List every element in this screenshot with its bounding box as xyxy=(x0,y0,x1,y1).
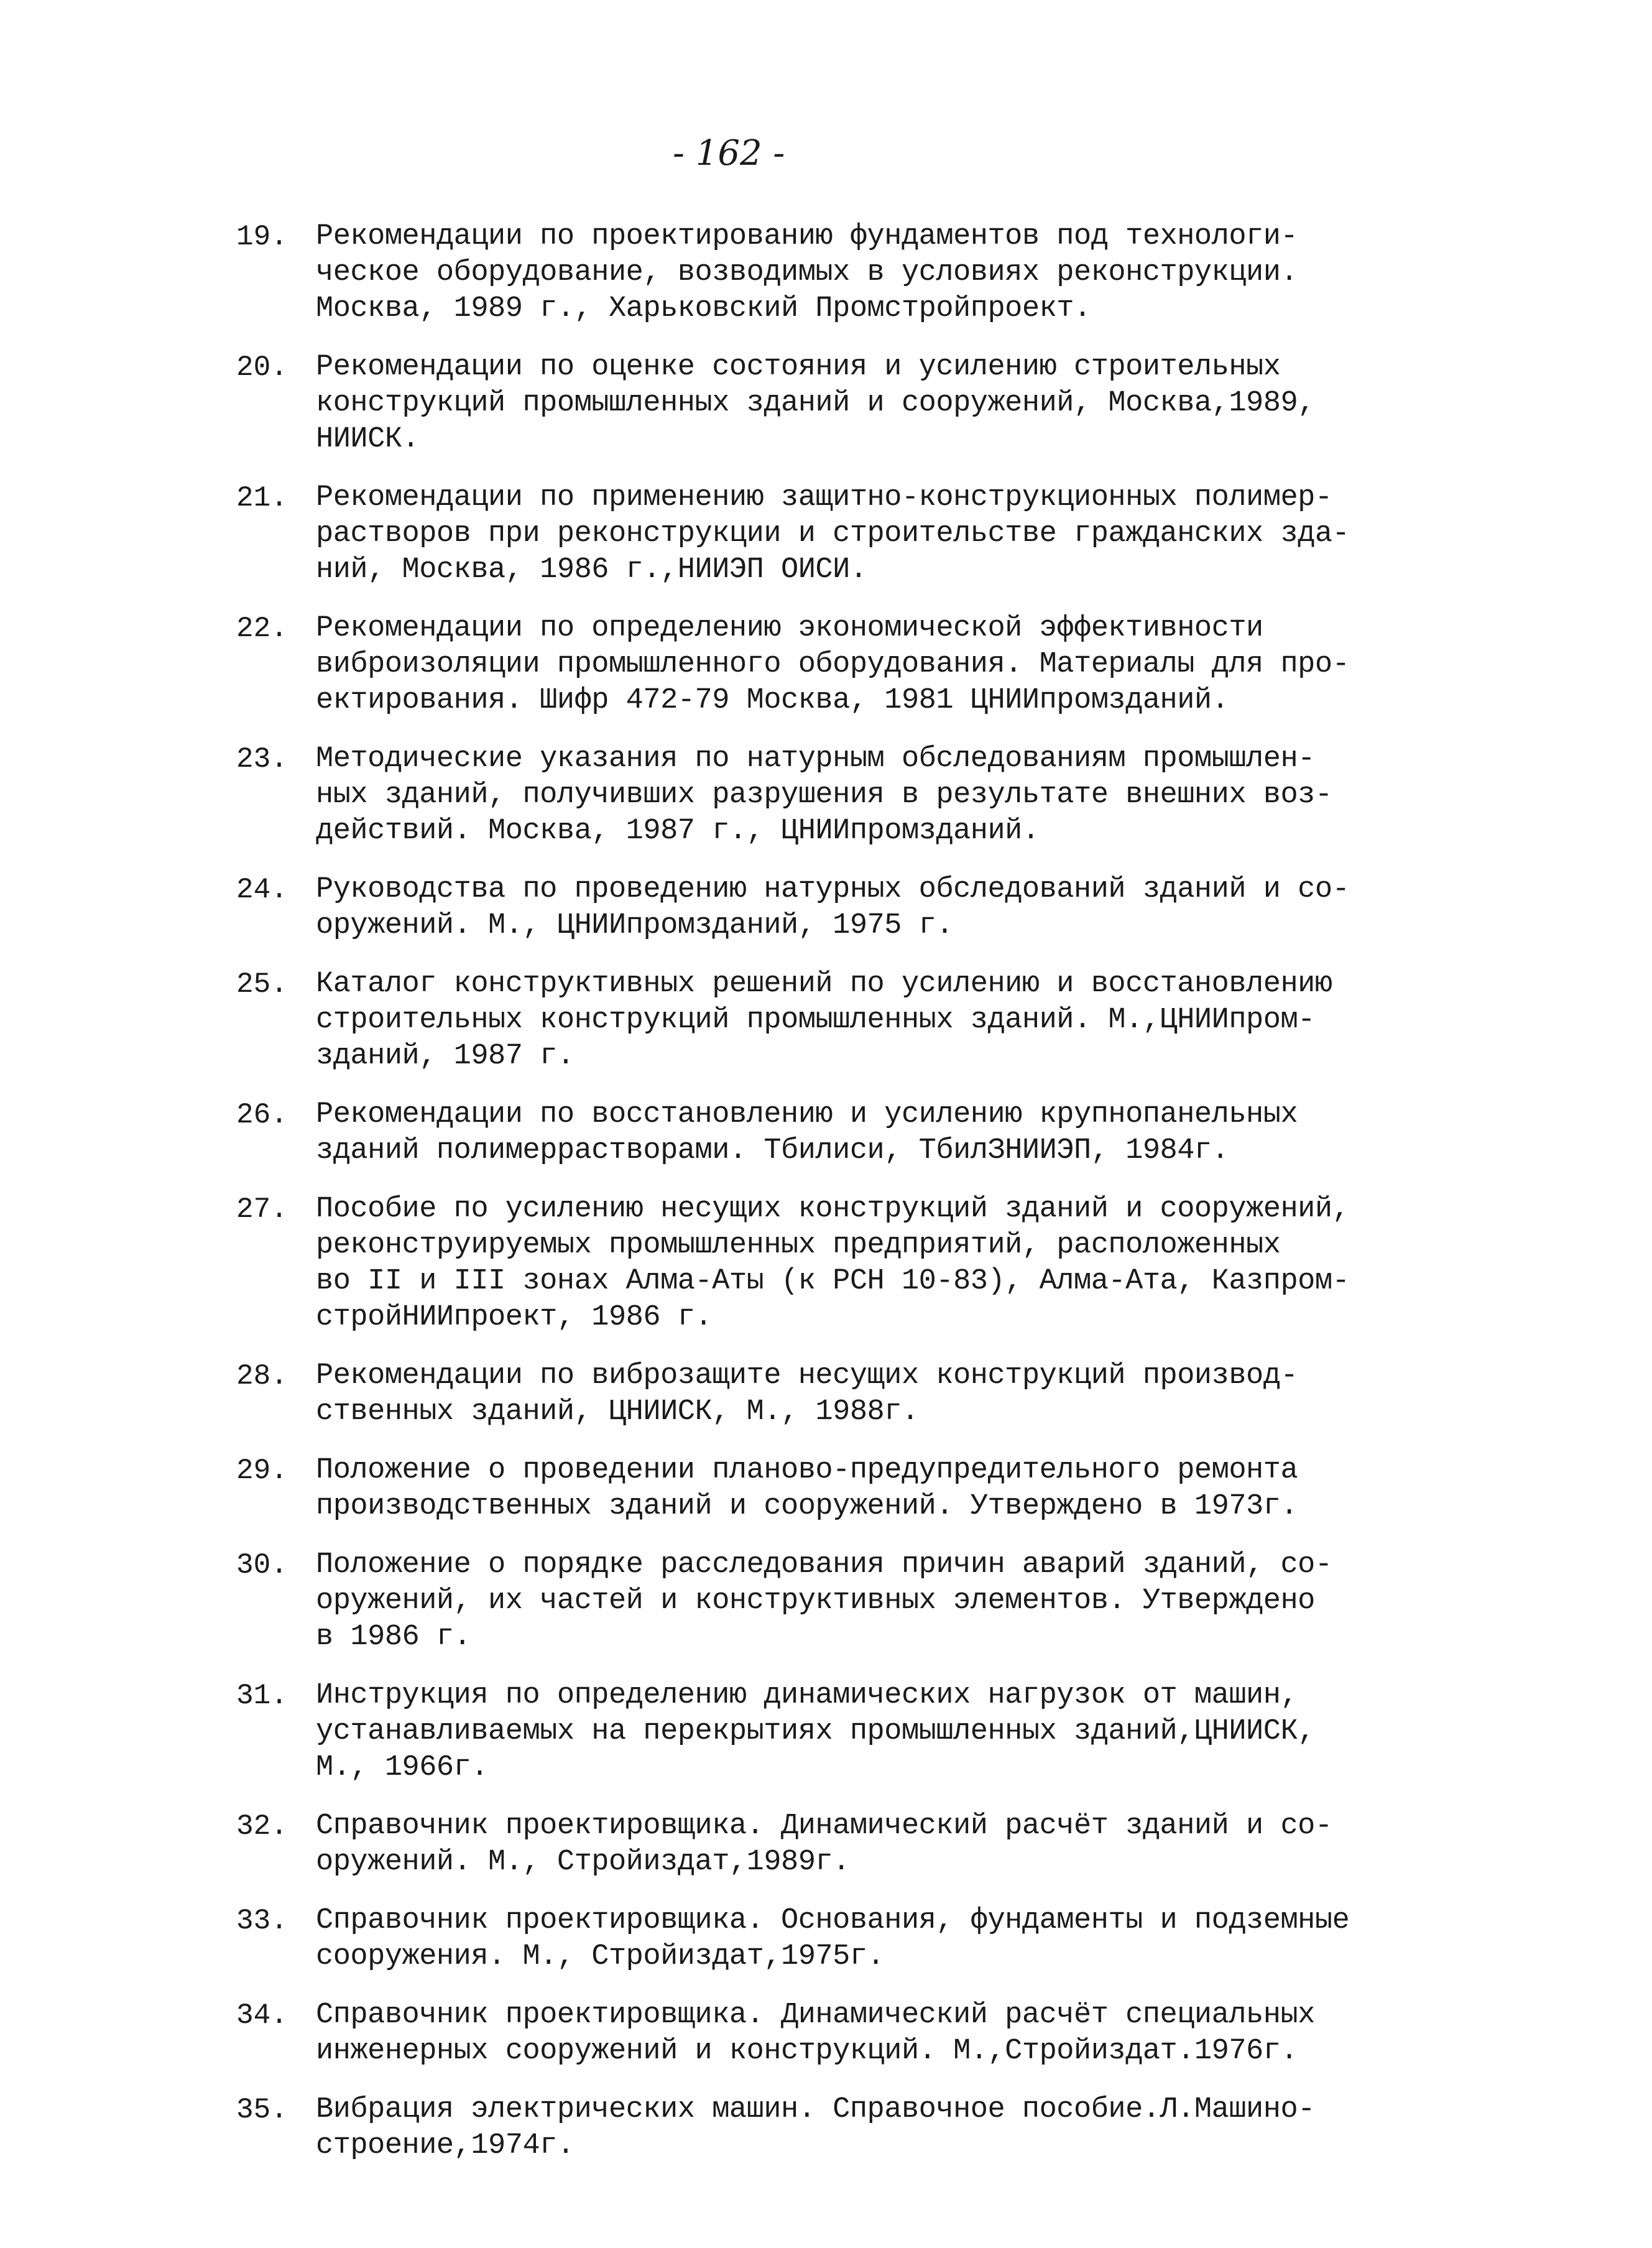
reference-text-line: виброизоляции промышленного оборудования. Материалы для про- xyxy=(316,648,1350,681)
reference-text-line: Методические указания по натурным обследованиям промышлен- xyxy=(316,742,1315,775)
reference-number: 24. xyxy=(236,874,288,906)
reference-text-line: стройНИИпроект, 1986 г. xyxy=(316,1301,713,1334)
reference-item xyxy=(236,872,1474,944)
reference-text-line: ных зданий, получивших разрушения в результате внешних воз- xyxy=(316,779,1332,812)
reference-text-line: ний, Москва, 1986 г.,НИИЭП ОИСИ. xyxy=(316,553,867,586)
reference-text-line: зданий, 1987 г. xyxy=(316,1040,575,1073)
reference-text-line: строительных конструкций промышленных зданий. М.,ЦНИИпром- xyxy=(316,1004,1315,1037)
reference-item xyxy=(236,219,1474,327)
reference-item xyxy=(236,1453,1474,1525)
reference-number: 28. xyxy=(236,1360,288,1392)
reference-text-line: производственных зданий и сооружений. Утверждено в 1973г. xyxy=(316,1490,1298,1523)
reference-text-line: Рекомендации по оценке состояния и усилению строительных xyxy=(316,351,1281,384)
reference-number: 29. xyxy=(236,1455,288,1487)
reference-item xyxy=(236,1358,1474,1430)
reference-text-line: зданий полимеррастворами. Тбилиси, ТбилЗНИИЭП, 1984г. xyxy=(316,1134,1229,1167)
reference-number: 23. xyxy=(236,743,288,775)
reference-text-line: Вибрация электрических машин. Справочное пособие.Л.Машино- xyxy=(316,2093,1315,2126)
reference-text-line: инженерных сооружений и конструкций. М.,Стройиздат.1976г. xyxy=(316,2035,1298,2068)
reference-number: 26. xyxy=(236,1099,288,1131)
reference-number: 31. xyxy=(236,1680,288,1712)
reference-text-line: М., 1966г. xyxy=(316,1751,489,1784)
reference-number: 21. xyxy=(236,482,288,514)
reference-text-line: сооружения. М., Стройиздат,1975г. xyxy=(316,1940,885,1973)
reference-number: 35. xyxy=(236,2094,288,2126)
reference-number: 34. xyxy=(236,1999,288,2032)
reference-item xyxy=(236,966,1474,1075)
reference-number: 30. xyxy=(236,1549,288,1581)
reference-text-line: оружений. М., Стройиздат,1989г. xyxy=(316,1846,850,1879)
reference-number: 19. xyxy=(236,221,288,253)
reference-number: 25. xyxy=(236,968,288,1001)
reference-text-line: Рекомендации по восстановлению и усилению крупнопанельных xyxy=(316,1098,1298,1131)
reference-item xyxy=(236,611,1474,719)
reference-text-line: Рекомендации по применению защитно-конструкционных полимер- xyxy=(316,481,1332,514)
reference-text-line: Руководства по проведению натурных обследований зданий и со- xyxy=(316,873,1350,906)
reference-text-line: Положение о порядке расследования причин аварий зданий, со- xyxy=(316,1548,1332,1581)
reference-text-line: Рекомендации по проектированию фундаментов под технологи- xyxy=(316,220,1298,253)
reference-number: 20. xyxy=(236,351,288,384)
reference-item xyxy=(236,1808,1474,1880)
reference-item xyxy=(236,1097,1474,1169)
reference-text-line: Справочник проектировщика. Основания, фундаменты и подземные xyxy=(316,1904,1350,1937)
reference-item xyxy=(236,1678,1474,1786)
reference-text-line: Справочник проектировщика. Динамический расчёт специальных xyxy=(316,1999,1315,2032)
reference-text-line: Рекомендации по виброзащите несущих конструкций производ- xyxy=(316,1359,1298,1392)
reference-text-line: действий. Москва, 1987 г., ЦНИИпромзданий. xyxy=(316,815,1040,848)
reference-text-line: Каталог конструктивных решений по усилению и восстановлению xyxy=(316,968,1332,1001)
reference-text-line: Рекомендации по определению экономической эффективности xyxy=(316,612,1263,645)
reference-text-line: в 1986 г. xyxy=(316,1621,471,1654)
reference-text-line: Москва, 1989 г., Харьковский Промстройпроект. xyxy=(316,292,1091,325)
reference-text-line: ственных зданий, ЦНИИСК, М., 1988г. xyxy=(316,1395,919,1428)
reference-item xyxy=(236,2092,1474,2164)
reference-text-line: НИИСК. xyxy=(316,423,420,456)
reference-text-line: во II и III зонах Алма-Аты (к РСН 10-83), Алма-Ата, Казпром- xyxy=(316,1265,1350,1298)
reference-item xyxy=(236,1903,1474,1975)
reference-text-line: конструкций промышленных зданий и сооружений, Москва,1989, xyxy=(316,387,1315,420)
reference-text-line: Инструкция по определению динамических нагрузок от машин, xyxy=(316,1679,1298,1712)
reference-number: 27. xyxy=(236,1193,288,1226)
reference-item xyxy=(236,480,1474,588)
reference-text-line: Справочник проектировщика. Динамический расчёт зданий и со- xyxy=(316,1810,1332,1843)
reference-number: 22. xyxy=(236,613,288,645)
reference-text-line: растворов при реконструкции и строительстве гражданских зда- xyxy=(316,517,1350,550)
reference-item xyxy=(236,1191,1474,1336)
reference-text-line: реконструируемых промышленных предприятий, расположенных xyxy=(316,1229,1281,1262)
reference-item xyxy=(236,349,1474,458)
reference-item xyxy=(236,741,1474,849)
page-number: - 162 - xyxy=(673,133,785,173)
reference-item xyxy=(236,1997,1474,2070)
reference-item xyxy=(236,1547,1474,1655)
reference-text-line: устанавливаемых на перекрытиях промышленных зданий,ЦНИИСК, xyxy=(316,1715,1315,1748)
reference-text-line: оружений, их частей и конструктивных элементов. Утверждено xyxy=(316,1584,1315,1617)
reference-text-line: строение,1974г. xyxy=(316,2129,575,2162)
reference-text-line: Положение о проведении планово-предупредительного ремонта xyxy=(316,1454,1298,1487)
reference-text-line: Пособие по усилению несущих конструкций зданий и сооружений, xyxy=(316,1193,1350,1226)
reference-list xyxy=(236,219,1474,2186)
reference-text-line: ческое оборудование, возводимых в условиях реконструкции. xyxy=(316,256,1298,289)
reference-number: 32. xyxy=(236,1810,288,1843)
reference-text-line: ектирования. Шифр 472-79 Москва, 1981 ЦНИИпромзданий. xyxy=(316,684,1229,717)
reference-text-line: оружений. М., ЦНИИпромзданий, 1975 г. xyxy=(316,909,954,942)
reference-number: 33. xyxy=(236,1905,288,1937)
